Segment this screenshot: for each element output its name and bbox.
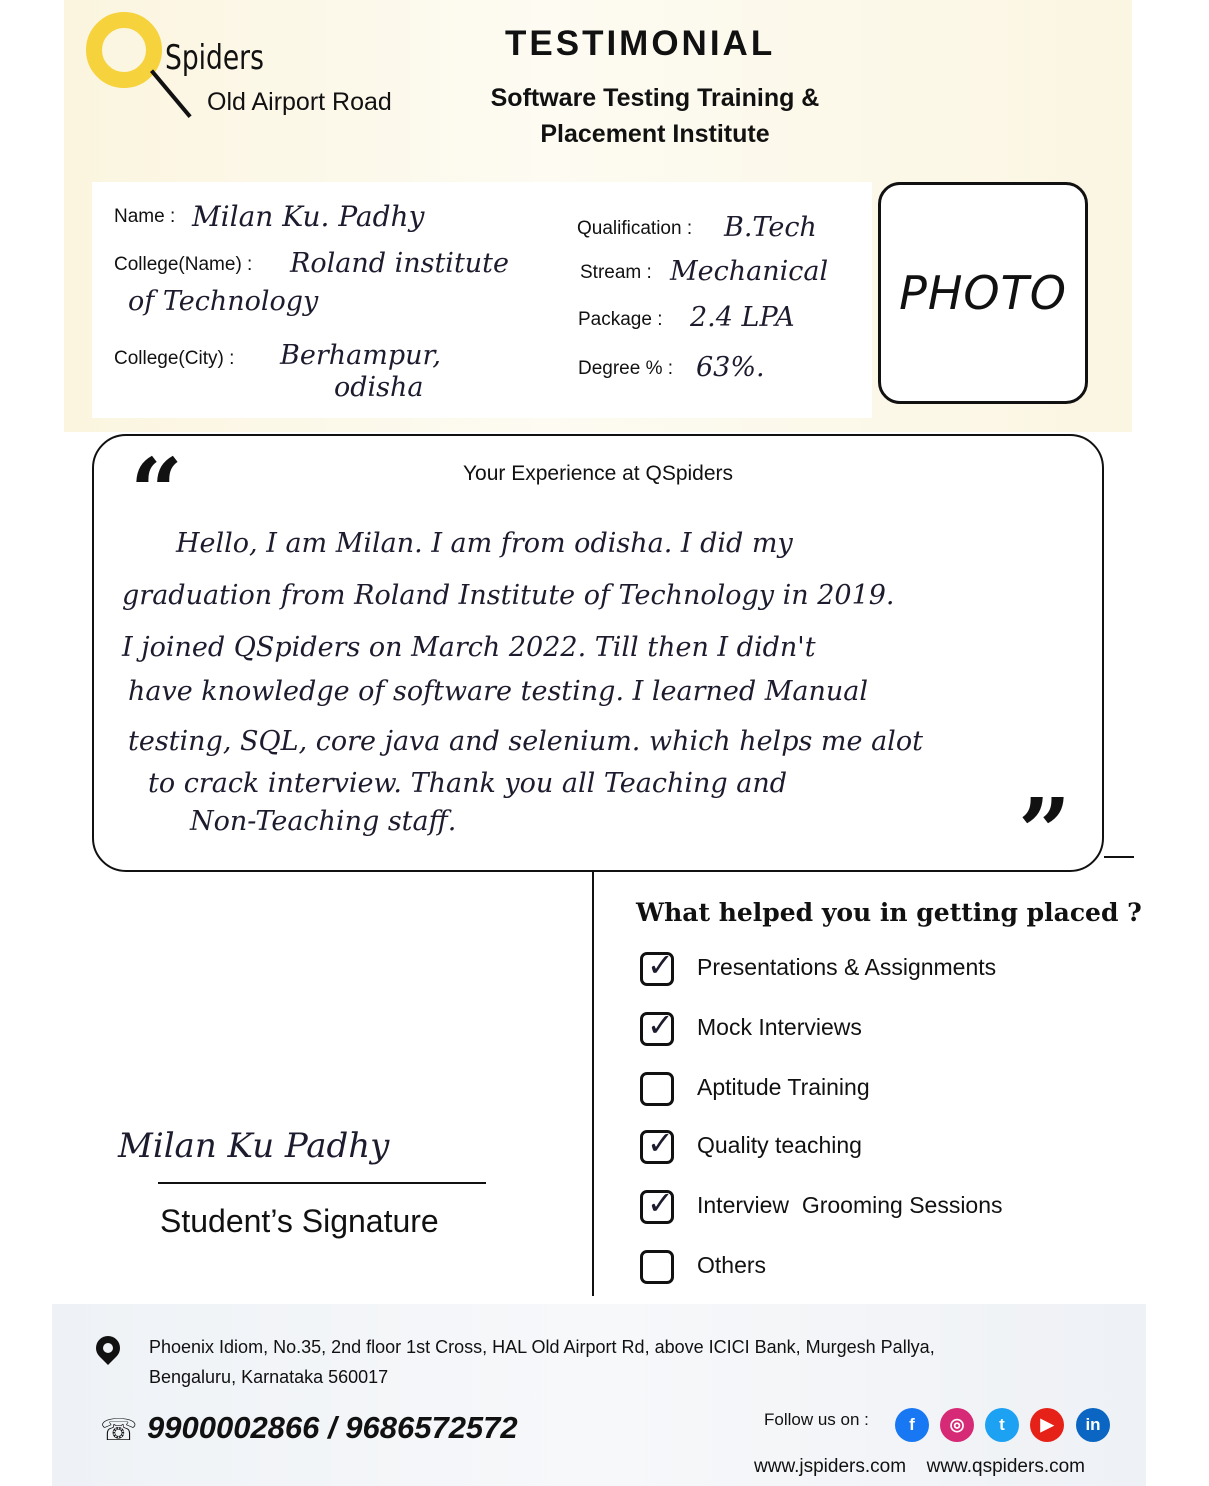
logo-location: Old Airport Road — [207, 88, 392, 116]
experience-line: I joined QSpiders on March 2022. Till then I didn't — [122, 632, 816, 663]
phone-numbers: 9900002866 / 9686572572 — [147, 1410, 518, 1445]
name-value: Milan Ku. Padhy — [192, 200, 425, 233]
checkbox[interactable] — [640, 1072, 674, 1106]
subtitle-line-2: Placement Institute — [540, 120, 770, 148]
follow-label: Follow us on : — [764, 1410, 869, 1429]
checkbox[interactable] — [640, 1124, 674, 1164]
page-title: TESTIMONIAL — [505, 24, 776, 63]
check-icon: ✓ — [647, 1124, 674, 1162]
phone-icon: ☏ — [100, 1414, 138, 1447]
photo-label: PHOTO — [899, 266, 1067, 320]
college-city-value-2: odisha — [334, 372, 424, 403]
experience-line: Hello, I am Milan. I am from odisha. I did my — [176, 528, 793, 559]
experience-line: graduation from Roland Institute of Technology in 2019. — [122, 580, 895, 611]
option-label: Interview Grooming Sessions — [697, 1192, 1003, 1218]
qualification-value: B.Tech — [724, 212, 817, 243]
college-name-label: College(Name) : — [114, 254, 253, 275]
open-quote-icon: “ — [130, 438, 183, 546]
option-label: Others — [697, 1252, 767, 1278]
checkbox[interactable] — [640, 1184, 674, 1224]
option-label: Mock Interviews — [697, 1014, 862, 1040]
college-city-label: College(City) : — [114, 348, 235, 369]
divider — [1104, 856, 1134, 858]
instagram-icon[interactable]: ◎ — [940, 1408, 974, 1442]
experience-title: Your Experience at QSpiders — [462, 462, 734, 485]
signature-label: Student’s Signature — [160, 1203, 439, 1239]
address-line-2: Bengaluru, Karnataka 560017 — [149, 1367, 389, 1387]
vertical-divider — [592, 872, 594, 1296]
address-line-1: Phoenix Idiom, No.35, 2nd floor 1st Cross, HAL Old Airport Rd, above ICICI Bank, Murgesh Pallya, — [149, 1337, 935, 1357]
package-label: Package : — [578, 309, 663, 330]
experience-line: have knowledge of software testing. I learned Manual — [128, 676, 868, 707]
websites — [754, 1456, 1085, 1478]
logo-name: Spiders — [165, 38, 264, 78]
name-label: Name : — [114, 206, 176, 227]
subtitle-line-1: Software Testing Training & — [490, 84, 820, 112]
page-subtitle — [455, 80, 855, 152]
option-label: Quality teaching — [697, 1132, 862, 1158]
checkbox[interactable] — [640, 946, 674, 986]
checkbox[interactable] — [640, 1006, 674, 1046]
experience-line: Non-Teaching staff. — [190, 806, 457, 837]
student-info-card — [92, 182, 872, 418]
qualification-label: Qualification : — [577, 218, 693, 239]
stream-value: Mechanical — [670, 256, 829, 287]
signature-line — [158, 1182, 486, 1184]
close-quote-icon: ” — [1018, 778, 1071, 886]
college-name-value-2: of Technology — [128, 286, 319, 317]
option-label: Presentations & Assignments — [697, 954, 997, 980]
qspiders-logo-icon — [86, 12, 162, 88]
degree-label: Degree % : — [578, 358, 674, 379]
experience-line: testing, SQL, core java and selenium. which helps me alot — [128, 726, 923, 757]
handwritten-signature: Milan Ku Padhy — [118, 1126, 390, 1166]
experience-box — [92, 434, 1104, 886]
address — [149, 1332, 935, 1392]
youtube-icon[interactable]: ▶ — [1030, 1408, 1064, 1442]
degree-value: 63%. — [696, 352, 765, 383]
checkbox[interactable] — [640, 1250, 674, 1284]
experience-line: to crack interview. Thank you all Teaching and — [148, 768, 787, 799]
stream-label: Stream : — [580, 262, 652, 283]
helped-title: What helped you in getting placed ? — [636, 898, 1142, 927]
package-value: 2.4 LPA — [690, 302, 795, 333]
twitter-icon[interactable]: t — [985, 1408, 1019, 1442]
photo-box — [878, 182, 1088, 404]
facebook-icon[interactable]: f — [895, 1408, 929, 1442]
college-name-value-1: Roland institute — [290, 248, 510, 279]
website-jspiders[interactable]: www.jspiders.com — [754, 1456, 907, 1477]
check-icon: ✓ — [647, 1184, 674, 1222]
college-city-value-1: Berhampur, — [280, 340, 442, 371]
linkedin-icon[interactable]: in — [1076, 1408, 1110, 1442]
check-icon: ✓ — [647, 1006, 674, 1044]
check-icon: ✓ — [647, 946, 674, 984]
option-label: Aptitude Training — [697, 1074, 870, 1100]
website-qspiders[interactable]: www.qspiders.com — [926, 1456, 1085, 1477]
